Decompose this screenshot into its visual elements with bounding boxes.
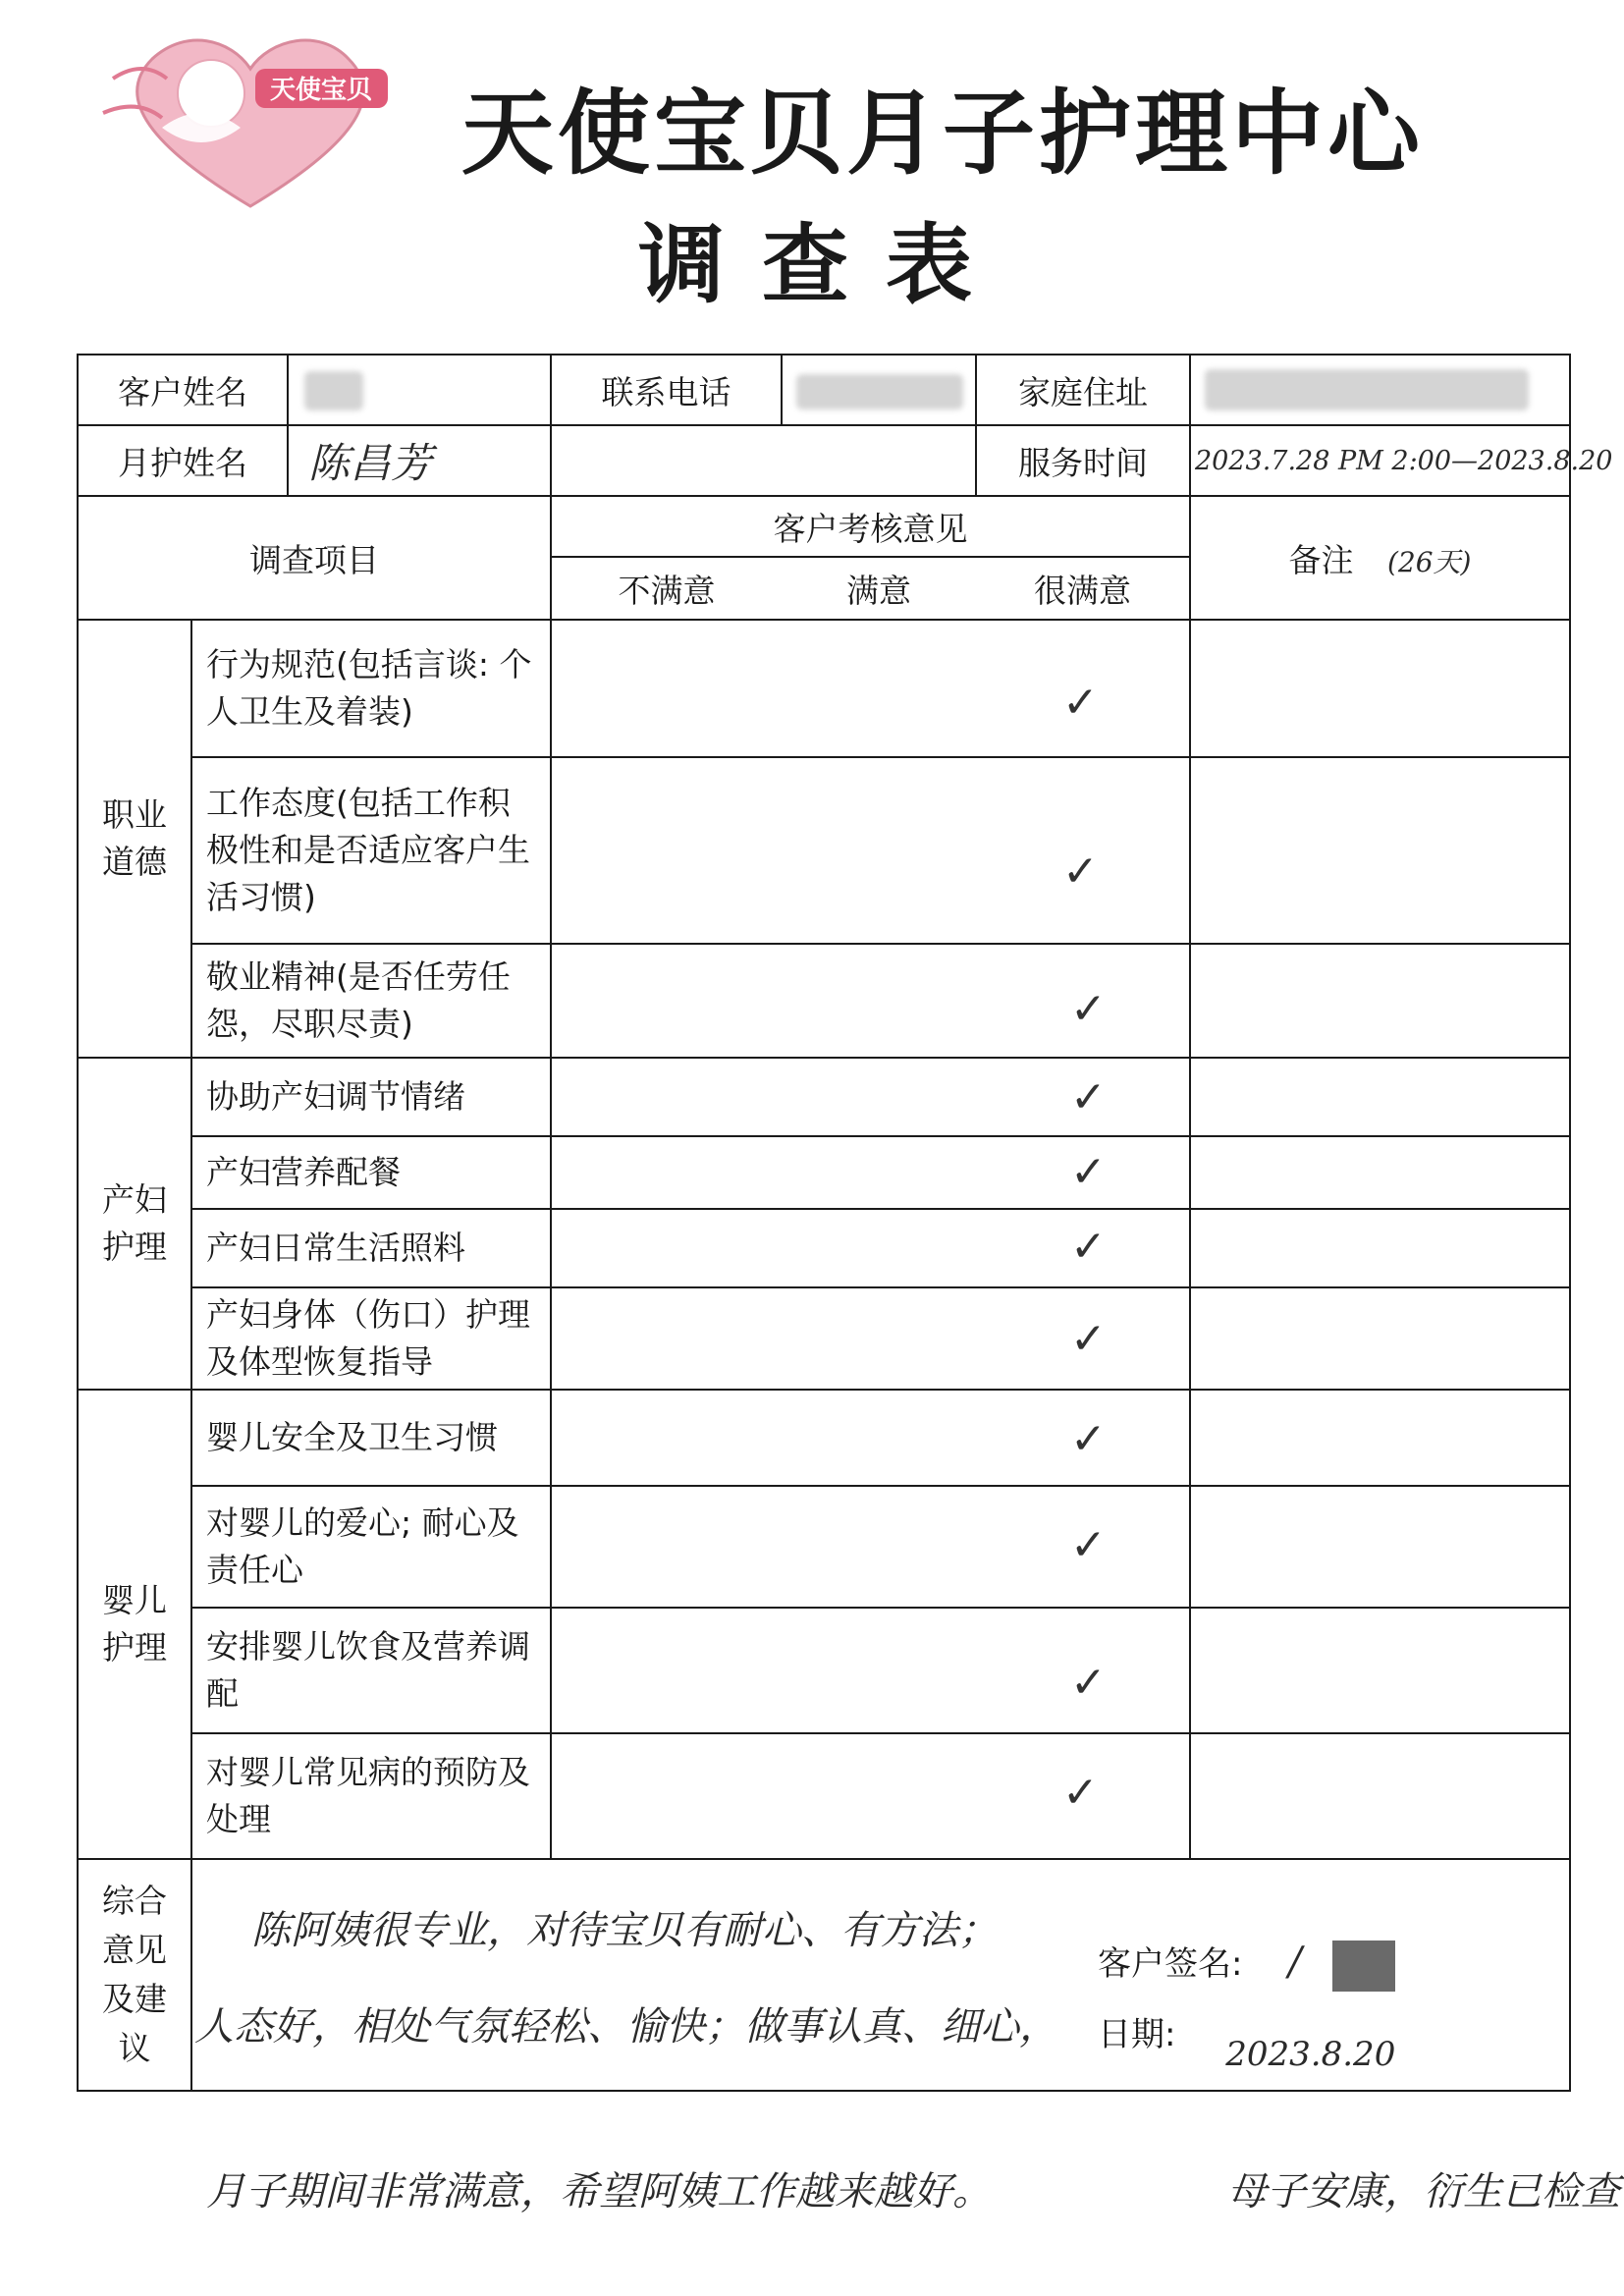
signature-label: 客户签名: [1098,1944,1243,1984]
opinion-header: 客户考核意见 [551,496,1190,557]
note-header [1190,496,1570,620]
rating-cell [551,1733,1190,1859]
survey-table [77,354,1613,2092]
date-field [1098,2007,1396,2074]
note-cell [1190,1733,1570,1859]
check-mark: ✓ [1070,1314,1107,1364]
note-label: 备注 [1288,540,1354,579]
rating-cell [551,1136,1190,1209]
option-unsatisfied: 不满意 [551,557,782,620]
option-satisfied: 满意 [782,557,976,620]
survey-item: 协助产妇调节情绪 [191,1058,551,1136]
page-title: 天使宝贝月子护理中心 [461,81,1425,188]
note-cell [1190,1486,1570,1608]
note-cell [1190,1390,1570,1486]
survey-item: 产妇身体（伤口）护理及体型恢复指导 [191,1287,551,1390]
service-time-label: 服务时间 [976,425,1190,496]
comment-line-2: 人态好，相处气氛轻松、愉快；做事认真、细心， [194,2004,1058,2050]
comments-label-cell: 综合意见及建议 [78,1859,191,2091]
item-header: 调查项目 [78,496,551,620]
check-mark: ✓ [1070,1222,1107,1272]
nurse-name-value: 陈昌芳 [308,439,433,487]
signature-field: 客户签名: / [1098,1937,1395,1992]
rating-cell [551,944,1190,1058]
check-mark: ✓ [1070,1072,1107,1122]
survey-item: 对婴儿的爱心; 耐心及责任心 [191,1486,551,1608]
survey-item: 产妇营养配餐 [191,1136,551,1209]
date-label: 日期: [1098,2015,1176,2054]
category-infant-care: 婴儿护理 [78,1390,191,1859]
note-cell [1190,1287,1570,1390]
note-cell [1190,1136,1570,1209]
survey-item: 敬业精神(是否任劳任怨，尽职尽责) [191,944,551,1058]
page-subtitle: 调查表 [638,214,1010,315]
rating-cell [551,1486,1190,1608]
customer-name-label: 客户姓名 [79,355,289,424]
rating-cell [551,620,1190,757]
note-cell [1190,1209,1570,1287]
nurse-name-label: 月护姓名 [79,426,289,495]
rating-cell [551,1058,1190,1136]
comments-cell [191,1859,1570,2091]
note-value: (26天) [1387,545,1472,578]
check-mark: ✓ [1070,1658,1107,1708]
note-cell [1190,944,1570,1058]
rating-cell [551,1209,1190,1287]
rating-cell [551,1608,1190,1733]
category-maternal-care: 产妇护理 [78,1058,191,1390]
note-cell [1190,620,1570,757]
phone-value [782,355,976,425]
date-value: 2023.8.20 [1225,2035,1396,2074]
check-mark: ✓ [1062,847,1099,897]
check-mark: ✓ [1070,1520,1107,1570]
rating-cell [551,1287,1190,1390]
check-mark: ✓ [1070,1414,1107,1464]
address-value [1190,355,1570,425]
phone-label: 联系电话 [551,355,782,425]
rating-cell [551,757,1190,944]
service-time-value: 2023.7.28 PM 2:00—2023.8.20 [1190,425,1570,496]
survey-item: 安排婴儿饮食及营养调配 [191,1608,551,1733]
survey-item: 产妇日常生活照料 [191,1209,551,1287]
check-mark: ✓ [1062,678,1099,728]
check-mark: ✓ [1070,984,1107,1034]
address-label: 家庭住址 [976,355,1190,425]
brand-logo [93,20,407,216]
blank-cell [551,425,976,496]
note-cell [1190,1058,1570,1136]
comment-line-3: 月子期间非常满意，希望阿姨工作越来越好。 [206,2169,992,2214]
survey-item: 工作态度(包括工作积极性和是否适应客户生活习惯) [191,757,551,944]
comment-line-1: 陈阿姨很专业，对待宝贝有耐心、有方法； [251,1908,998,1953]
survey-item: 对婴儿常见病的预防及处理 [191,1733,551,1859]
check-mark: ✓ [1070,1147,1107,1197]
footer-note: 母子安康，衍生已检查 [1227,2169,1620,2214]
logo-text: 天使宝贝 [269,76,373,105]
note-cell [1190,1608,1570,1733]
check-mark: ✓ [1062,1768,1099,1818]
rating-cell [551,1390,1190,1486]
category-professional-ethics: 职业道德 [78,620,191,1058]
survey-item: 行为规范(包括言谈: 个人卫生及着装) [191,620,551,757]
survey-item: 婴儿安全及卫生习惯 [191,1390,551,1486]
option-very-satisfied: 很满意 [976,557,1190,620]
note-cell [1190,757,1570,944]
customer-name-value [289,369,550,410]
signature-redacted [1332,1941,1395,1992]
